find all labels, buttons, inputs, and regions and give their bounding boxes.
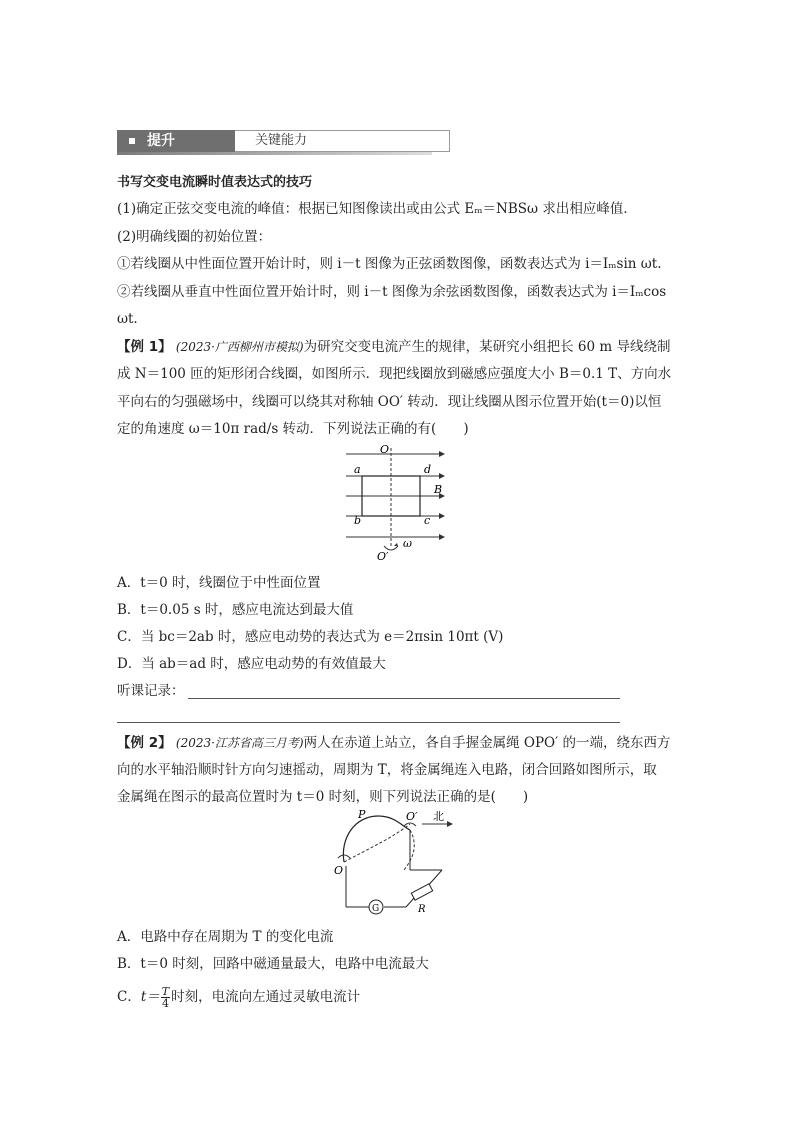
wire-resistor-bottom — [406, 898, 414, 907]
rope-solid — [343, 816, 410, 862]
example2-option-a: A．电路中存在周期为 T 的变化电流 — [117, 929, 334, 945]
example1-line-2: 成 N＝100 匝的矩形闭合线圈，如图所示．现把线圈放到磁感应强度大小 B＝0.1 T、方向水 — [117, 366, 672, 382]
tip-line-2: (2)明确线圈的初始位置： — [117, 229, 272, 245]
label-P: P — [358, 808, 366, 821]
label-R: R — [418, 904, 426, 915]
label-north: 北 — [433, 810, 444, 823]
label-B: B — [434, 483, 443, 496]
example2-source: (2023·江苏省高三月考) — [175, 736, 304, 750]
example1-tag: 【例 1】 — [117, 339, 172, 355]
example1-source: (2023·广西柳州市模拟) — [175, 340, 304, 354]
label-d: d — [424, 463, 432, 476]
example1-option-d: D．当 ab＝ad 时，感应电动势的有效值最大 — [117, 656, 386, 672]
rope-dashed-lower — [404, 830, 414, 870]
label-O: O — [380, 443, 390, 456]
section-underline — [117, 152, 432, 155]
option-c-rest: 时刻，电流向左通过灵敏电流计 — [171, 989, 361, 1005]
notes-line-2[interactable] — [117, 722, 620, 723]
label-c: c — [424, 514, 431, 527]
example1-option-a: A．t＝0 时，线圈位于中性面位置 — [117, 575, 321, 591]
example1-line-1 — [117, 338, 670, 356]
example2-text-1: 两人在赤道上站立，各自手握金属绳 OPO′ 的一端，绕东西方 — [303, 735, 671, 751]
example1-option-b: B．t＝0.05 s 时，感应电流达到最大值 — [117, 602, 354, 618]
label-omega: ω — [403, 537, 412, 550]
rotation-arrowhead-icon — [394, 543, 398, 546]
square-bullet-icon — [129, 138, 135, 144]
label-O-2: O — [334, 864, 344, 877]
option-c-prefix: C． — [117, 989, 141, 1005]
section-label: 关键能力 — [235, 130, 450, 152]
fraction-numerator: T — [161, 985, 170, 998]
rope-circuit-figure — [330, 808, 470, 920]
example2-tag: 【例 2】 — [117, 735, 172, 751]
example2-line-1 — [117, 734, 670, 752]
section-tag — [117, 130, 235, 152]
label-G: G — [372, 904, 380, 914]
example1-line-4: 定的角速度 ω＝10π rad/s 转动．下列说法正确的有( ) — [117, 421, 469, 437]
tip-line-4: ②若线圈从垂直中性面位置开始计时，则 i－t 图像为余弦函数图像，函数表达式为 i＝Iₘcos — [117, 284, 667, 300]
section-tag-text: 提升 — [147, 133, 175, 149]
example2-option-c — [117, 986, 360, 1009]
coil-in-field-figure — [340, 440, 460, 572]
label-O-prime-2: O′ — [406, 810, 418, 823]
tip-line-5: ωt. — [117, 311, 138, 327]
tip-line-1: (1)确定正弦交变电流的峰值：根据已知图像读出或由公式 Eₘ＝NBSω 求出相应峰值． — [117, 201, 637, 217]
notes-line-1[interactable] — [188, 698, 620, 699]
label-b: b — [354, 514, 362, 527]
example2-line-2: 向的水平轴沿顺时针方向匀速摇动，周期为 T，将金属绳连入电路，闭合回路如图所示，取 — [117, 762, 657, 778]
label-O-prime: O′ — [377, 550, 389, 563]
option-c-var: t＝ — [140, 989, 160, 1005]
resistor — [411, 884, 432, 900]
skill-title: 书写交变电流瞬时值表达式的技巧 — [117, 175, 313, 190]
example2-option-b: B．t＝0 时刻，回路中磁通量最大，电路中电流最大 — [117, 956, 429, 972]
example2-line-3: 金属绳在图示的最高位置时为 t＝0 时刻，则下列说法正确的是( ) — [117, 789, 529, 805]
example1-text-1: 为研究交变电流产生的规律，某研究小组把长 60 m 导线绕制 — [303, 339, 671, 355]
example1-line-3: 平向右的匀强磁场中，线圈可以绕其对称轴 OO′ 转动．现让线圈从图示位置开始(t＝0)以恒 — [117, 394, 662, 410]
notes-label: 听课记录： — [117, 683, 185, 699]
example1-option-c: C．当 bc＝2ab 时，感应电动势的表达式为 e＝2πsin 10πt (V) — [117, 629, 504, 645]
fraction-denominator: 4 — [161, 997, 169, 1010]
section-header — [117, 130, 432, 154]
tip-line-3: ①若线圈从中性面位置开始计时，则 i－t 图像为正弦函数图像，函数表达式为 i＝Iₘsin ωt. — [117, 256, 662, 272]
rope-dashed-chord — [344, 824, 410, 862]
fraction-t-over-4 — [161, 986, 170, 1009]
label-a: a — [354, 463, 361, 476]
